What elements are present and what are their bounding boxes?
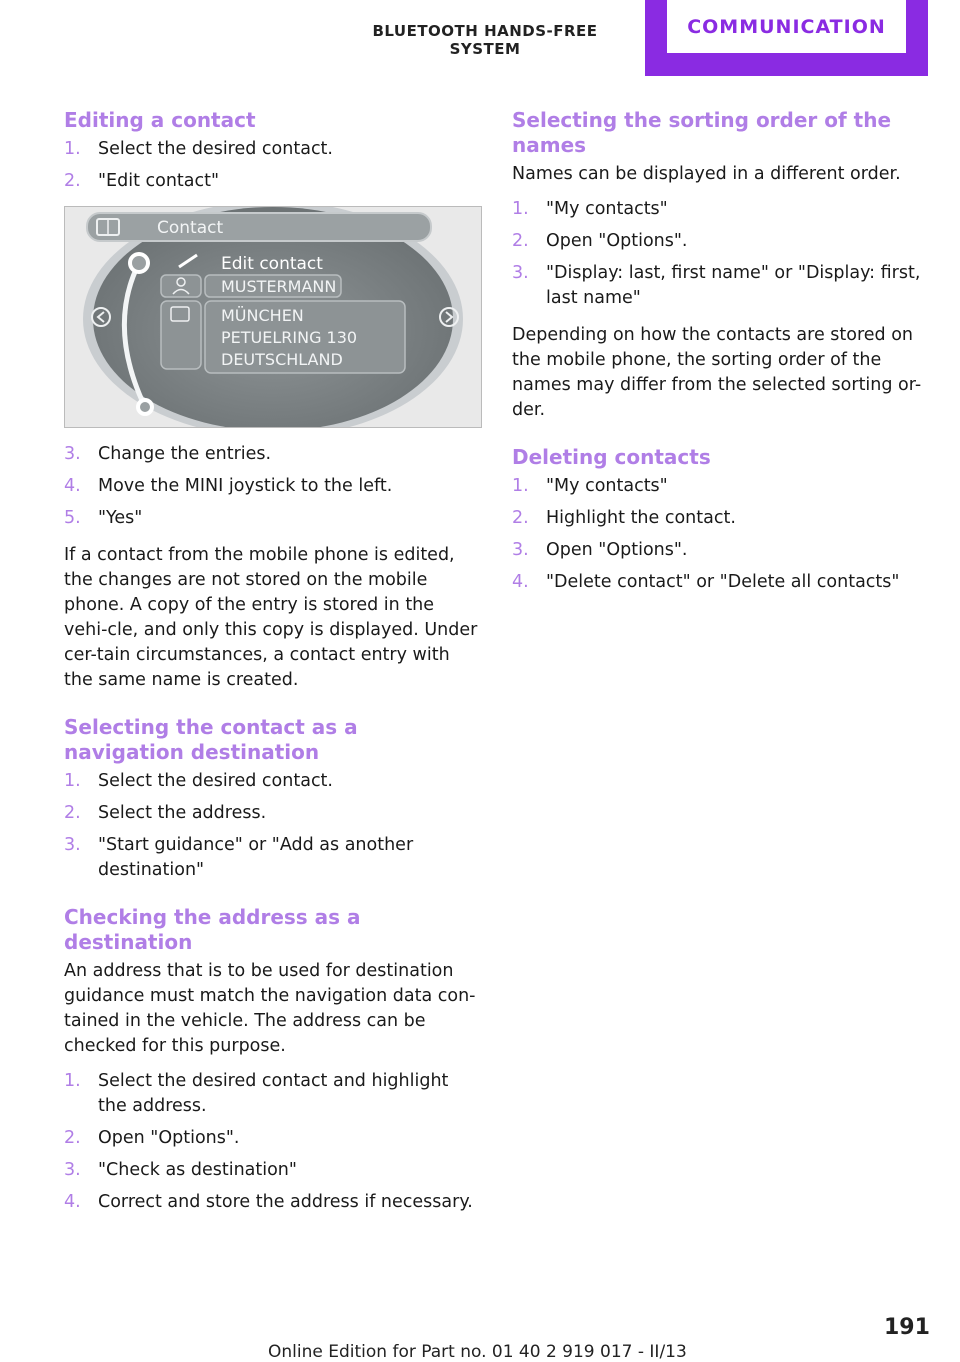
step-text: Select the desired contact. [98,771,333,791]
list-item [512,506,922,531]
screen-contact-name: MUSTERMANN [221,277,337,296]
step-text: Highlight the contact. [546,508,736,528]
list-item [64,1158,482,1183]
step-text: Select the desired contact and highlight the address. [98,1071,449,1116]
display-screen-svg [65,207,481,427]
screen-menu-item: Edit contact [221,254,323,274]
list-item [64,506,482,531]
step-number: 1. [512,476,529,496]
screen-address-line: MÜNCHEN [221,306,304,325]
list-item [64,1069,482,1119]
list-item [64,769,482,794]
step-text: Open "Options". [98,1128,240,1148]
step-number: 3. [64,444,81,464]
step-number: 4. [512,572,529,592]
list-item [512,261,922,311]
step-number: 3. [64,1160,81,1180]
sorting-steps [512,197,922,311]
editing-paragraph: If a contact from the mobile phone is edited, the changes are not stored on the mobile phone. A copy of the entry is stored in the vehi-cle, and only this copy is displayed. Under cer-tain circumstances, a contact entry with the same name is created. [64,545,478,690]
step-text: Correct and store the address if necessary. [98,1192,473,1212]
step-number: 1. [64,771,81,791]
heading-sorting-order: Selecting the sorting order of the names [512,108,892,157]
step-number: 3. [512,263,529,283]
deleting-steps [512,474,922,595]
step-text: "Yes" [98,508,143,528]
step-number: 2. [512,508,529,528]
step-text: Select the desired contact. [98,139,333,159]
step-number: 3. [512,540,529,560]
footer-edition: Online Edition for Part no. 01 40 2 919 017 - II/13 [268,1342,687,1362]
step-text: Move the MINI joystick to the left. [98,476,393,496]
step-text: "Edit contact" [98,171,220,191]
list-item [64,1190,482,1215]
controller-display-figure [64,206,482,428]
step-text: "My contacts" [546,199,668,219]
step-number: 1. [512,199,529,219]
step-number: 4. [64,1192,81,1212]
step-text: "Delete contact" or "Delete all contacts" [546,572,900,592]
list-item [512,229,922,254]
step-text: "My contacts" [546,476,668,496]
step-text: Change the entries. [98,444,272,464]
step-number: 2. [512,231,529,251]
checking-steps [64,1069,482,1215]
sorting-intro: Names can be displayed in a different order. [512,164,901,184]
list-item [512,538,922,563]
screen-title: Contact [157,218,224,238]
list-item [64,801,482,826]
heading-editing-contact: Editing a contact [64,108,256,132]
list-item [64,833,482,883]
sorting-paragraph: Depending on how the contacts are stored on the mobile phone, the sorting order of the names may differ from the selected sorting or-der. [512,325,922,420]
list-item [512,570,922,595]
chapter-title: COMMUNICATION [667,0,906,53]
step-number: 1. [64,1071,81,1091]
left-column [64,108,482,1227]
step-text: Select the address. [98,803,267,823]
page-number: 191 [884,1315,930,1340]
checking-paragraph: An address that is to be used for destination guidance must match the navigation data con-tained in the vehicle. The address can be checked for this purpose. [64,961,476,1056]
list-item [64,169,482,194]
step-number: 2. [64,1128,81,1148]
heading-navigation-destination: Selecting the contact as a navigation destination [64,715,358,764]
step-number: 1. [64,139,81,159]
step-number: 2. [64,803,81,823]
list-item [64,474,482,499]
step-text: Open "Options". [546,231,688,251]
screen-address-line: PETUELRING 130 [221,328,358,347]
list-item [64,137,482,162]
heading-deleting-contacts: Deleting contacts [512,445,711,469]
step-text: "Display: last, first name" or "Display: first, last name" [546,263,921,308]
step-text: "Start guidance" or "Add as another destination" [98,835,414,880]
step-number: 2. [64,171,81,191]
editing-steps [64,137,482,194]
header-section-title: BLUETOOTH HANDS-FREE SYSTEM [372,22,598,58]
heading-checking-address: Checking the address as a destination [64,905,361,954]
editing-steps-continued [64,442,482,531]
list-item [512,197,922,222]
list-item [512,474,922,499]
right-column [512,108,922,607]
navigation-steps [64,769,482,883]
step-text: "Check as destination" [98,1160,297,1180]
step-text: Open "Options". [546,540,688,560]
list-item [64,442,482,467]
step-number: 5. [64,508,81,528]
list-item [64,1126,482,1151]
chapter-tab [645,0,928,76]
step-number: 4. [64,476,81,496]
screen-address-line: DEUTSCHLAND [221,350,343,369]
step-number: 3. [64,835,81,855]
